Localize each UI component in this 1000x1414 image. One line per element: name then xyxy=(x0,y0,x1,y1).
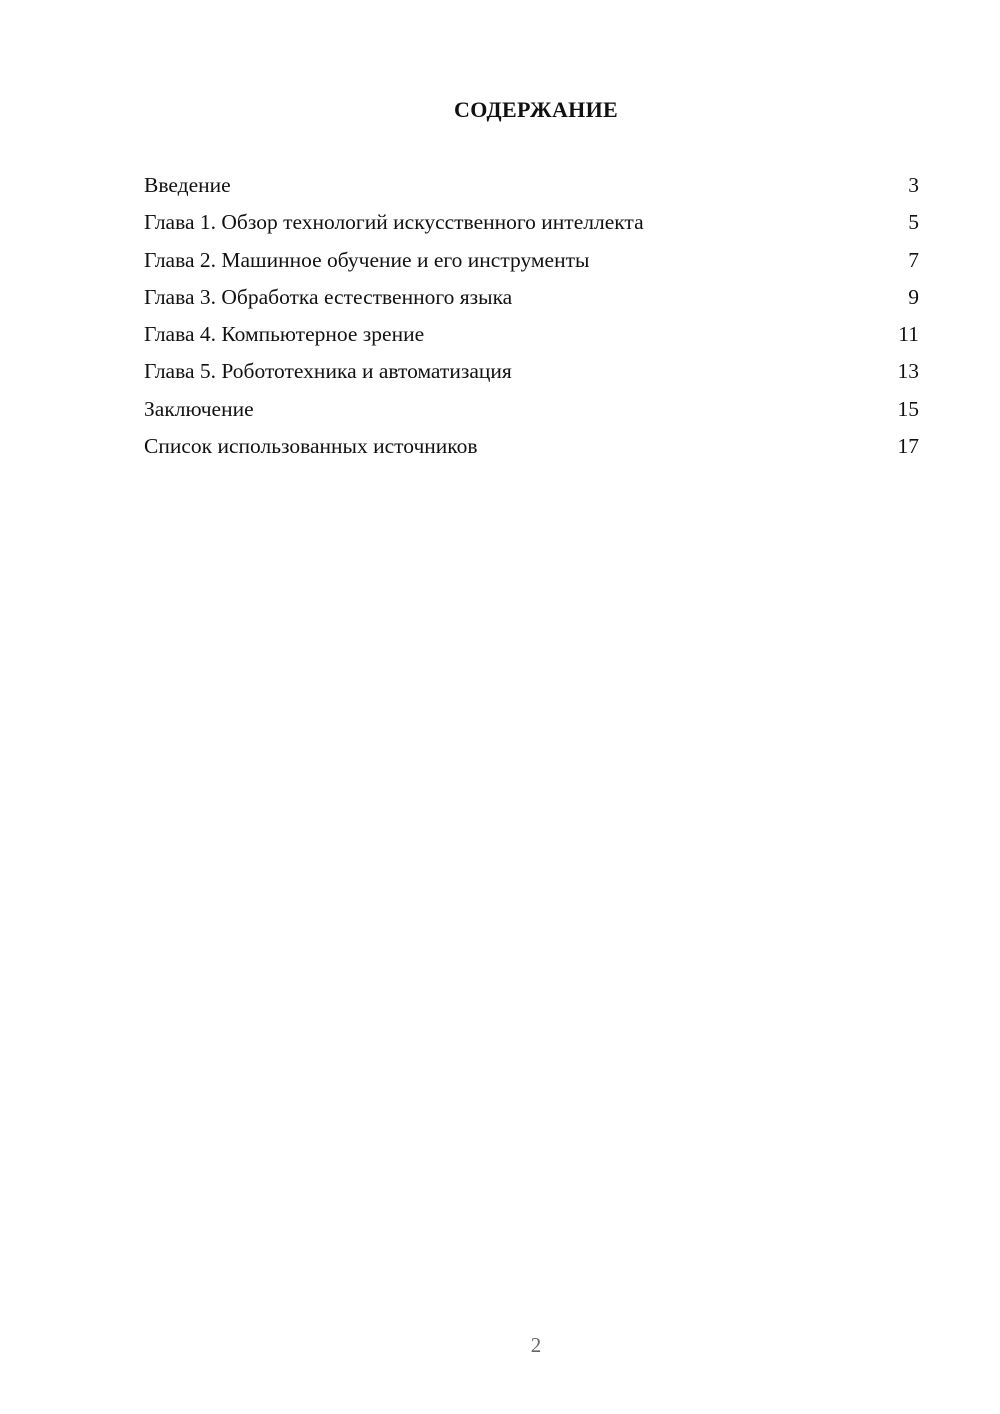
toc-entry-chapter-5 xyxy=(144,353,919,390)
toc-entry-label: Глава 4. Компьютерное зрение xyxy=(144,322,425,347)
toc-entry-page: 9 xyxy=(908,284,919,309)
toc-entry-label: Глава 5. Робототехника и автоматизация xyxy=(144,359,512,384)
page-number: 2 xyxy=(530,1333,542,1357)
toc-heading: СОДЕРЖАНИЕ xyxy=(454,97,618,122)
toc-entry-chapter-3 xyxy=(144,279,919,316)
toc-entry-page: 7 xyxy=(908,247,919,272)
toc-entry-chapter-4 xyxy=(144,316,919,353)
table-of-contents xyxy=(144,167,919,465)
toc-entry-page: 11 xyxy=(898,322,919,347)
toc-entry-page: 3 xyxy=(908,173,919,197)
toc-entry-page: 15 xyxy=(897,396,919,421)
toc-entry-references xyxy=(144,428,919,465)
toc-entry-label: Глава 1. Обзор технологий искусственного интеллекта xyxy=(144,210,644,235)
toc-entry-label: Глава 3. Обработка естественного языка xyxy=(144,284,513,309)
toc-entry-chapter-2 xyxy=(144,242,919,279)
toc-entry-introduction xyxy=(144,167,919,204)
toc-entry-label: Список использованных источников xyxy=(144,434,478,459)
toc-entry-page: 5 xyxy=(908,210,919,235)
toc-entry-label: Введение xyxy=(144,173,231,197)
toc-entry-page: 17 xyxy=(897,434,919,459)
toc-entry-page: 13 xyxy=(897,359,919,384)
toc-entry-label: Глава 2. Машинное обучение и его инструменты xyxy=(144,247,590,272)
toc-entry-label: Заключение xyxy=(144,396,254,421)
toc-entry-conclusion xyxy=(144,391,919,428)
toc-entry-chapter-1 xyxy=(144,204,919,241)
